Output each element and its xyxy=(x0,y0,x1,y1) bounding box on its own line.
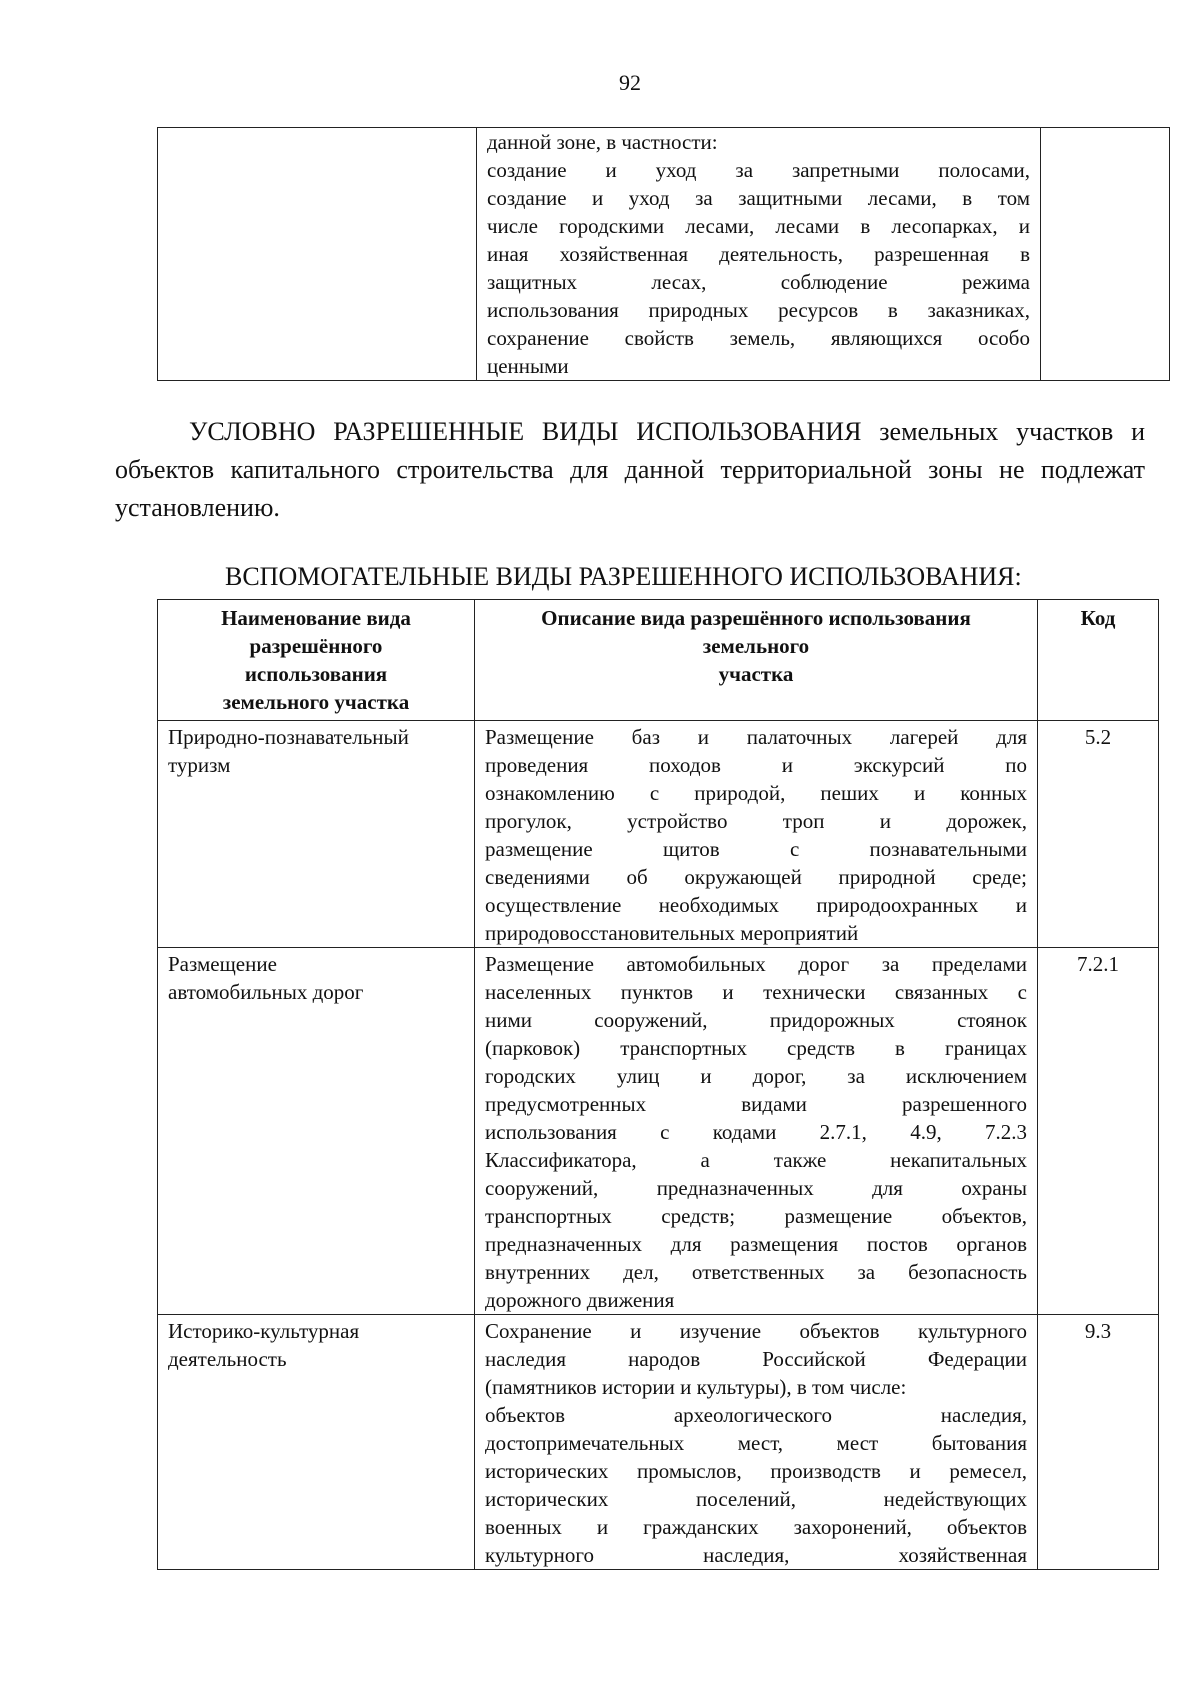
table-row xyxy=(158,721,1159,948)
header-name xyxy=(158,600,475,721)
use-name-cell xyxy=(158,1315,475,1570)
text-line: прогулок, устройство троп и дорожек, xyxy=(485,809,1027,833)
header-line: земельного участка xyxy=(222,690,410,714)
header-line: земельного xyxy=(702,634,810,658)
conditional-uses-text: земельных участков и объектов капитального строительства для данной территориальной зоны не подлежат установлению. xyxy=(115,417,1145,522)
text-line: числе городскими лесами, лесами в лесопарках, и xyxy=(487,214,1030,238)
table-row xyxy=(158,948,1159,1315)
text-line: сохранение свойств земель, являющихся особо xyxy=(487,326,1030,350)
text-line: объектов археологического наследия, xyxy=(485,1403,1027,1427)
use-code-cell: 7.2.1 xyxy=(1038,948,1159,1315)
name-line: Размещение xyxy=(168,952,277,976)
header-line: разрешённого xyxy=(249,634,383,658)
page-number: 92 xyxy=(619,70,641,95)
text-line: Размещение баз и палаточных лагерей для xyxy=(485,725,1027,749)
header-line: Наименование вида xyxy=(221,606,411,630)
empty-code-cell xyxy=(1041,128,1170,381)
auxiliary-uses-table xyxy=(157,599,1159,1570)
text-line: сооружений, предназначенных для охраны xyxy=(485,1176,1027,1200)
use-code-cell: 5.2 xyxy=(1038,721,1159,948)
text-line: культурного наследия, хозяйственная xyxy=(485,1543,1027,1567)
text-line: проведения походов и экскурсий по xyxy=(485,753,1027,777)
table-row xyxy=(158,128,1170,381)
header-description xyxy=(475,600,1038,721)
name-line: автомобильных дорог xyxy=(168,980,364,1004)
text-line: ознакомлению с природой, пеших и конных xyxy=(485,781,1027,805)
text-line: использования природных ресурсов в заказниках, xyxy=(487,298,1030,322)
text-line: транспортных средств; размещение объектов, xyxy=(485,1204,1027,1228)
text-line: осуществление необходимых природоохранных и xyxy=(485,893,1027,917)
use-description-cell xyxy=(475,948,1038,1315)
use-description-cell xyxy=(475,721,1038,948)
text-line: Сохранение и изучение объектов культурного xyxy=(485,1319,1027,1343)
name-line: деятельность xyxy=(168,1347,287,1371)
conditional-uses-paragraph xyxy=(115,413,1145,527)
text-line: внутренних дел, ответственных за безопасность xyxy=(485,1260,1027,1284)
text-line: ценными xyxy=(487,354,569,378)
table-header-row xyxy=(158,600,1159,721)
text-line: сведениями об окружающей природной среде; xyxy=(485,865,1027,889)
text-line: военных и гражданских захоронений, объектов xyxy=(485,1515,1027,1539)
text-line: исторических поселений, недействующих xyxy=(485,1487,1027,1511)
table-row xyxy=(158,1315,1159,1570)
text-line: Классификатора, а также некапитальных xyxy=(485,1148,1027,1172)
text-line: использования с кодами 2.7.1, 4.9, 7.2.3 xyxy=(485,1120,1027,1144)
text-line: дорожного движения xyxy=(485,1288,675,1312)
text-line: (парковок) транспортных средств в границах xyxy=(485,1036,1027,1060)
text-line: размещение щитов с познавательными xyxy=(485,837,1027,861)
header-line: Описание вида разрешённого использования xyxy=(541,606,971,630)
text-line: (памятников истории и культуры), в том числе: xyxy=(485,1375,907,1399)
name-line: Природно-познавательный xyxy=(168,725,409,749)
text-line: природовосстановительных мероприятий xyxy=(485,921,859,945)
text-line: ними сооружений, придорожных стоянок xyxy=(485,1008,1027,1032)
text-line: Размещение автомобильных дорог за пределами xyxy=(485,952,1027,976)
name-line: туризм xyxy=(168,753,231,777)
text-line: наследия народов Российской Федерации xyxy=(485,1347,1027,1371)
use-code-cell: 9.3 xyxy=(1038,1315,1159,1570)
conditional-uses-caps: УСЛОВНО РАЗРЕШЕННЫЕ ВИДЫ ИСПОЛЬЗОВАНИЯ xyxy=(189,417,862,446)
header-code: Код xyxy=(1038,600,1159,721)
use-description-cell xyxy=(475,1315,1038,1570)
text-line: защитных лесах, соблюдение режима xyxy=(487,270,1030,294)
text-line: населенных пунктов и технически связанных с xyxy=(485,980,1027,1004)
auxiliary-uses-heading: ВСПОМОГАТЕЛЬНЫЕ ВИДЫ РАЗРЕШЕННОГО ИСПОЛЬЗОВАНИЯ: xyxy=(225,562,1022,591)
text-line: создание и уход за защитными лесами, в том xyxy=(487,186,1030,210)
text-line: достопримечательных мест, мест бытования xyxy=(485,1431,1027,1455)
header-line: использования xyxy=(244,662,388,686)
use-name-cell xyxy=(158,721,475,948)
text-line: предусмотренных видами разрешенного xyxy=(485,1092,1027,1116)
text-line: иная хозяйственная деятельность, разрешенная в xyxy=(487,242,1030,266)
text-line: предназначенных для размещения постов органов xyxy=(485,1232,1027,1256)
use-name-cell xyxy=(158,948,475,1315)
continued-table xyxy=(157,127,1170,381)
empty-name-cell xyxy=(158,128,477,381)
text-line: исторических промыслов, производств и ремесел, xyxy=(485,1459,1027,1483)
header-line: участка xyxy=(718,662,794,686)
name-line: Историко-культурная xyxy=(168,1319,360,1343)
description-cell xyxy=(477,128,1041,381)
text-line: городских улиц и дорог, за исключением xyxy=(485,1064,1027,1088)
text-line: данной зоне, в частности: xyxy=(487,130,718,154)
text-line: создание и уход за запретными полосами, xyxy=(487,158,1030,182)
